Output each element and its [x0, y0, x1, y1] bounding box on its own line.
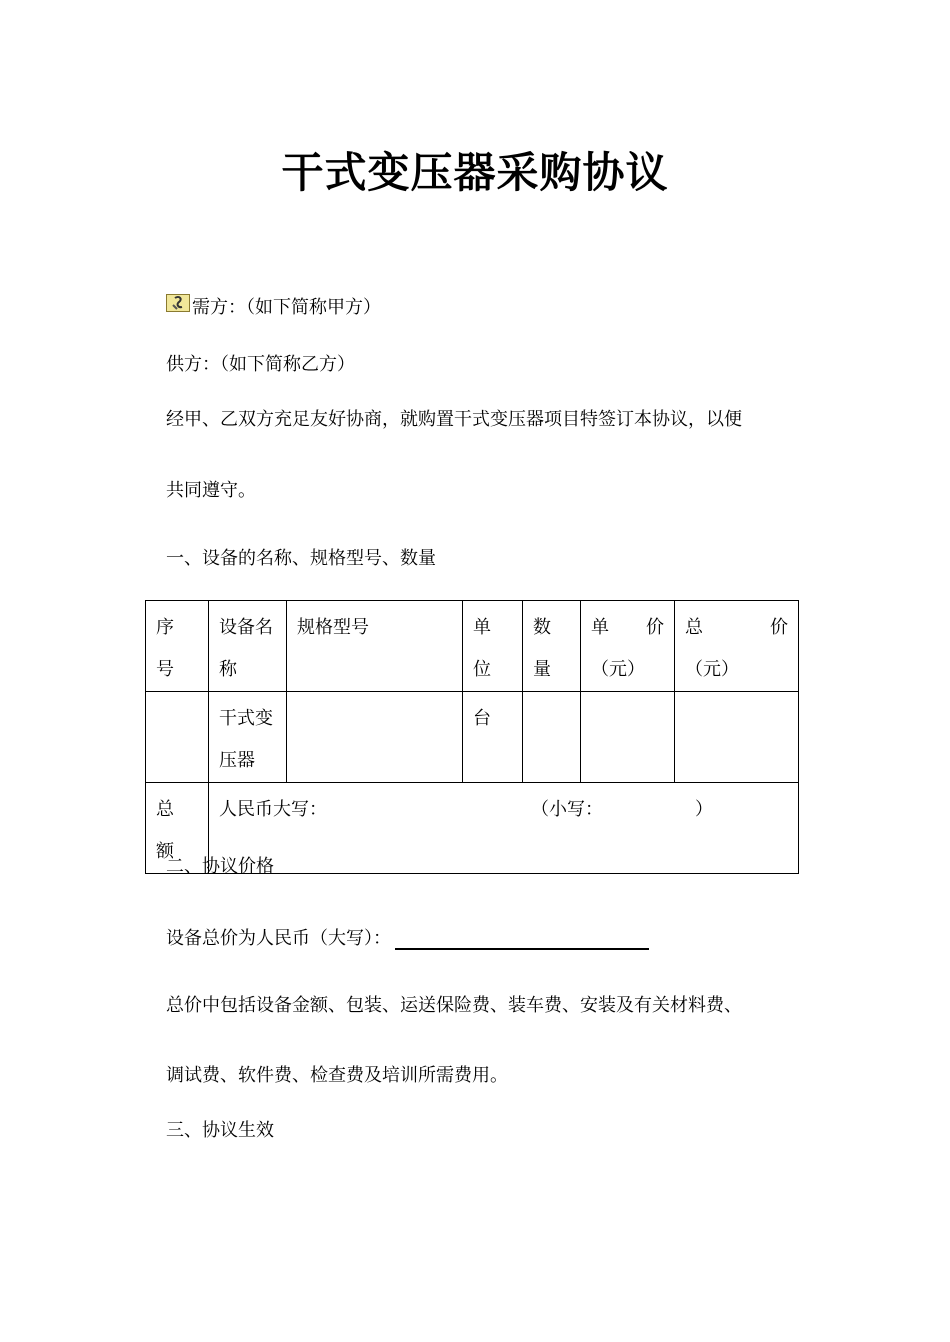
price-line: 设备总价为人民币（大写）： [166, 926, 649, 950]
cell-seq [146, 692, 209, 783]
cell-total-price [675, 692, 799, 783]
seller-line: 供方：（如下简称乙方） [166, 354, 355, 375]
header-spec: 规格型号 [287, 601, 463, 692]
intro-line-1: 经甲、乙双方充足友好协商，就购置干式变压器项目特签订本协议，以便 [166, 409, 742, 430]
section-1-heading: 一、设备的名称、规格型号、数量 [166, 548, 436, 569]
price-blank [395, 926, 649, 950]
equipment-table [145, 600, 799, 874]
table-row [146, 692, 799, 783]
cell-qty [523, 692, 581, 783]
header-unit: 单 位 [463, 601, 523, 692]
cell-unit: 台 [463, 692, 523, 783]
header-unit-price: 单 价 （元） [581, 601, 675, 692]
section-2-heading: 二、协议价格 [166, 856, 274, 877]
price-note-line-1: 总价中包括设备金额、包装、运送保险费、装车费、安装及有关材料费、 [166, 995, 742, 1016]
anchor-icon [166, 294, 190, 312]
cell-name: 干式变 压器 [209, 692, 287, 783]
buyer-line: 需方：（如下简称甲方） [192, 297, 381, 318]
page-title: 干式变压器采购协议 [281, 148, 669, 197]
section-3-heading: 三、协议生效 [166, 1120, 274, 1141]
sum-amount: 人民币大写： （小写： ） [209, 783, 799, 874]
sum-label: 总 额 [146, 783, 209, 874]
intro-line-2: 共同遵守。 [166, 480, 256, 501]
table-header-row [146, 601, 799, 692]
cell-spec [287, 692, 463, 783]
price-note-line-2: 调试费、软件费、检查费及培训所需费用。 [166, 1065, 508, 1086]
header-qty: 数 量 [523, 601, 581, 692]
cell-unit-price [581, 692, 675, 783]
header-total-price: 总 价 （元） [675, 601, 799, 692]
header-name: 设备名 称 [209, 601, 287, 692]
header-seq: 序 号 [146, 601, 209, 692]
